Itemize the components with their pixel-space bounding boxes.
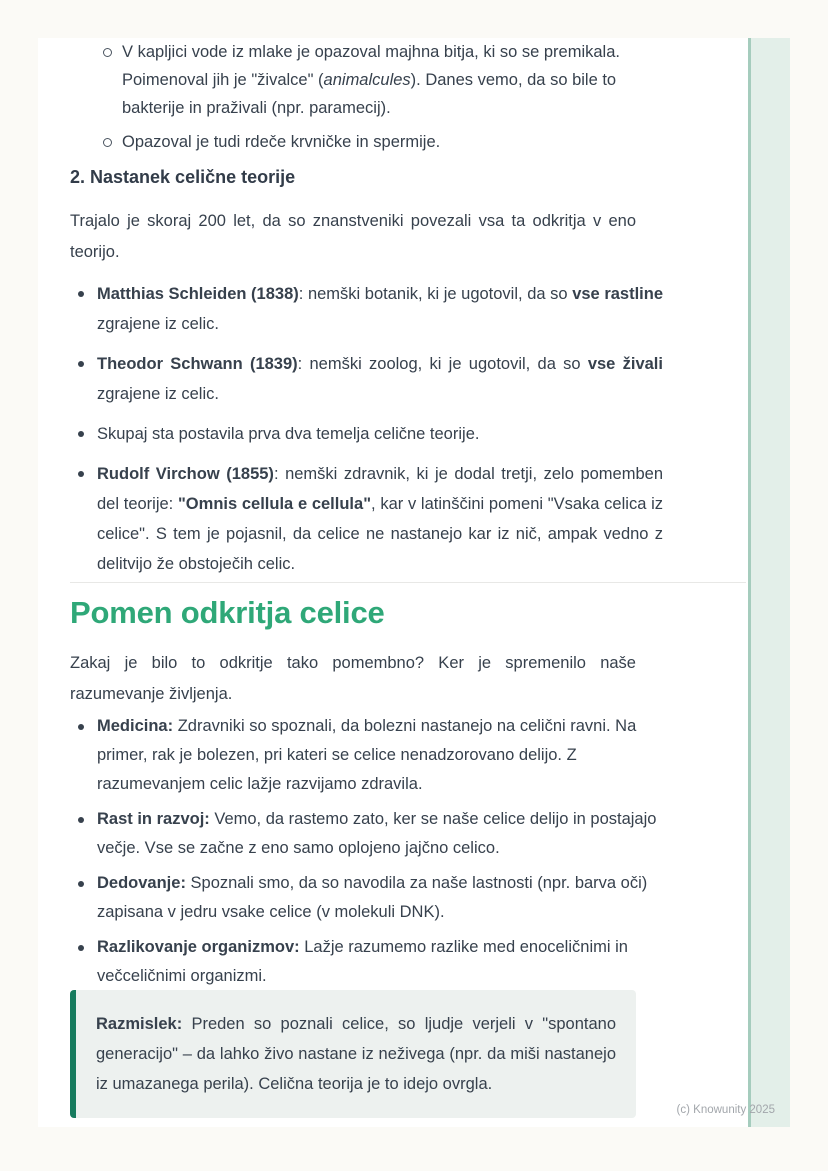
list-item [97,459,663,579]
text-segment: Lažje razumemo razlike med enoceličnimi in večceličnimi organizmi. [97,938,628,985]
text-segment: zgrajene iz celic. [97,385,219,403]
text-segment: animalcules [323,71,411,89]
text-segment: V kapljici vode iz mlake je opazoval majhna bitja, ki so se premikala. Poimenoval jih je "živalce" ( [122,43,620,89]
paragraph-trajalo: Trajalo je skoraj 200 let, da so znanstveniki povezali vsa ta odkritja v eno teorijo. [70,212,636,261]
text-segment: Opazoval je tudi rdeče krvničke in spermije. [122,133,441,151]
paragraph-zakaj: Zakaj je bilo to odkritje tako pomembno? Ker je spremenilo naše razumevanje življenja. [70,654,636,703]
text-segment: ). Danes vemo, da so bile to bakterije in praživali (npr. paramecij). [122,71,617,117]
text-segment: Vemo, da rastemo zato, ker se naše celice delijo in postajajo večje. Vse se začne z eno samo oplojeno jajčno celico. [97,810,657,857]
page-edge-stripe [748,38,790,1127]
list-item [97,279,663,339]
text-segment: vse živali [587,355,663,373]
callout-text [96,1009,616,1099]
list-item [122,38,660,122]
section-divider [70,582,746,583]
list-item [97,933,663,991]
text-segment: Spoznali smo, da so navodila za naše lastnosti (npr. barva oči) zapisana v jedru vsake celice (v molekuli DNK). [97,874,648,921]
list-item [97,869,663,927]
importance-list [70,712,663,997]
list-item [97,419,663,449]
text-segment: : nemški zdravnik, ki je dodal tretji, zelo pomemben del teorije: [97,465,663,513]
text-segment: Matthias Schleiden (1838) [97,285,299,303]
text-segment: Theodor Schwann (1839) [97,355,298,373]
page-content [70,38,664,1127]
section-heading-pomen: Pomen odkritja celice [70,595,385,630]
section-heading-nastanek: 2. Nastanek celične teorije [70,167,296,187]
copyright-text: (c) Knowunity 2025 [676,1104,775,1116]
text-segment: Preden so poznali celice, so ljudje verjeli v "spontano generacijo" – da lahko živo nastane iz neživega (npr. da miši nastanejo iz umazanega perila). Celična teorija je to idejo ovrgla. [96,1015,616,1093]
list-item [97,712,663,799]
list-item [122,128,660,156]
text-segment: zgrajene iz celic. [97,315,219,333]
list-item [97,805,663,863]
leeuwenhoek-observations-sublist [70,38,660,162]
text-segment: "Omnis cellula e cellula" [177,495,372,513]
text-segment: Razlikovanje organizmov: [97,938,300,956]
scientists-list [70,279,663,589]
text-segment: Medicina: [97,717,174,735]
document-page [38,38,790,1127]
text-segment: : nemški zoolog, ki je ugotovil, da so [297,355,588,373]
text-segment: Razmislek: [96,1015,183,1033]
razmislek-callout [70,990,636,1118]
text-segment: , kar v latinščini pomeni "Vsaka celica iz celice". S tem je pojasnil, da celice ne nastanejo kar iz nič, ampak vedno z delitvijo že obstoječih celic. [97,495,663,573]
text-segment: Rudolf Virchow (1855) [97,465,274,483]
list-item [97,349,663,409]
text-segment: Skupaj sta postavila prva dva temelja celične teorije. [97,425,480,443]
text-segment: : nemški botanik, ki je ugotovil, da so [298,285,573,303]
text-segment: vse rastline [572,285,664,303]
text-segment: Zdravniki so spoznali, da bolezni nastanejo na celični ravni. Na primer, rak je bolezen, pri kateri se celice nenadzorovano delijo. Z razumevanjem celic lažje razvijamo zdravila. [97,717,637,793]
text-segment: Dedovanje: [97,874,186,892]
text-segment: Rast in razvoj: [97,810,210,828]
